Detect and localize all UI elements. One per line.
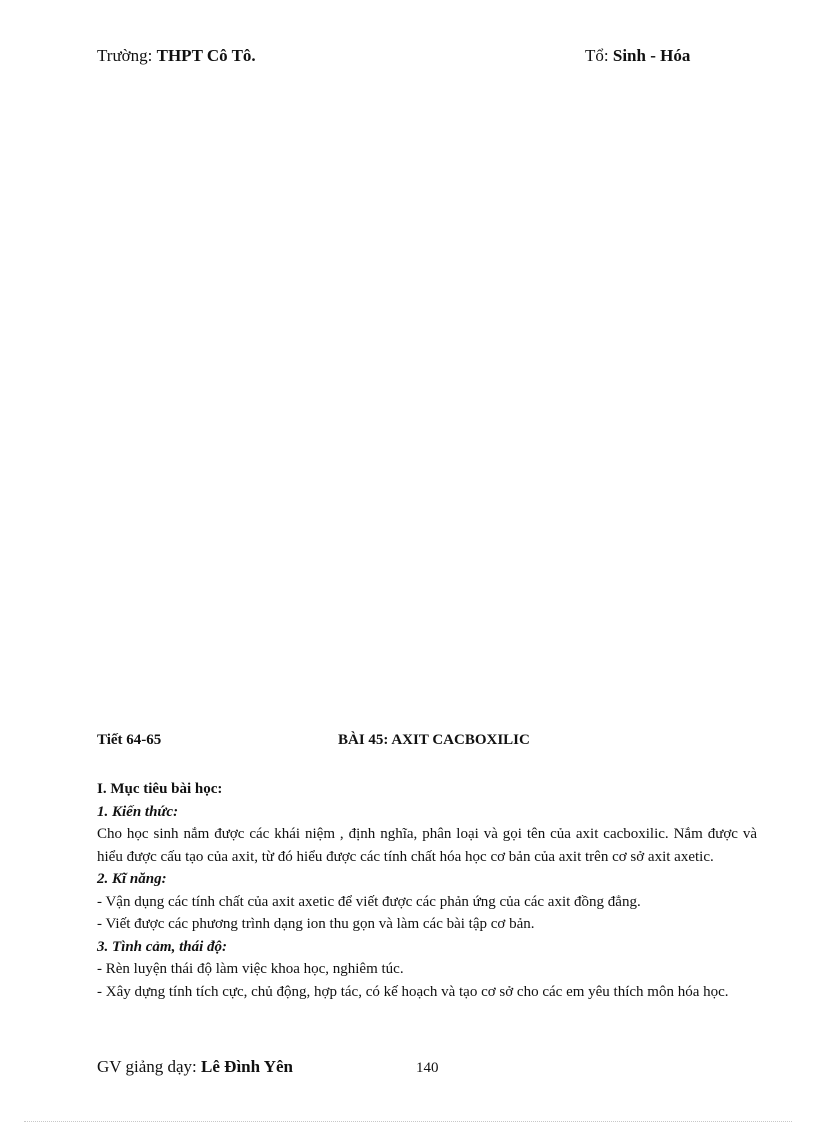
teacher-name: Lê Đình Yên — [201, 1057, 293, 1076]
knowledge-text: Cho học sinh nắm được các khái niệm , định nghĩa, phân loại và gọi tên của axit cacboxilic. Nắm được và hiểu được cấu tạo của axit, từ đó hiểu được các tính chất hóa học cơ bản của axit trên cơ sở axit axetic. — [97, 826, 757, 865]
footer-teacher — [97, 1057, 293, 1077]
skills-heading: 2. Kĩ năng: — [97, 871, 167, 887]
teacher-label: GV giảng dạy: — [97, 1057, 197, 1076]
lesson-title: BÀI 45: AXIT CACBOXILIC — [338, 732, 530, 748]
school-label: Trường: — [97, 46, 153, 65]
page-number: 140 — [416, 1060, 439, 1076]
skills-item: - Vận dụng các tính chất của axit axetic để viết được các phản ứng của các axit đồng đẳng. — [97, 893, 641, 910]
knowledge-heading: 1. Kiến thức: — [97, 803, 179, 820]
page-bottom-divider — [24, 1121, 792, 1122]
lesson-period: Tiết 64-65 — [97, 732, 162, 748]
department-name: Sinh - Hóa — [612, 46, 691, 65]
school-name: THPT Cô Tô. — [156, 46, 256, 65]
skills-item: - Viết được các phương trình dạng ion thu gọn và làm các bài tập cơ bản. — [97, 916, 535, 932]
attitude-item: - Rèn luyện thái độ làm việc khoa học, nghiêm túc. — [97, 961, 404, 977]
lesson-objectives — [97, 778, 757, 1003]
objectives-heading: I. Mục tiêu bài học: — [97, 781, 223, 797]
attitude-item: - Xây dựng tính tích cực, chủ động, hợp tác, có kế hoạch và tạo cơ sở cho các em yêu thích môn hóa học. — [97, 983, 729, 1000]
attitude-heading: 3. Tình cảm, thái độ: — [97, 938, 228, 955]
header-department — [585, 46, 690, 66]
header-school — [97, 46, 256, 66]
department-label: Tổ: — [585, 46, 609, 65]
